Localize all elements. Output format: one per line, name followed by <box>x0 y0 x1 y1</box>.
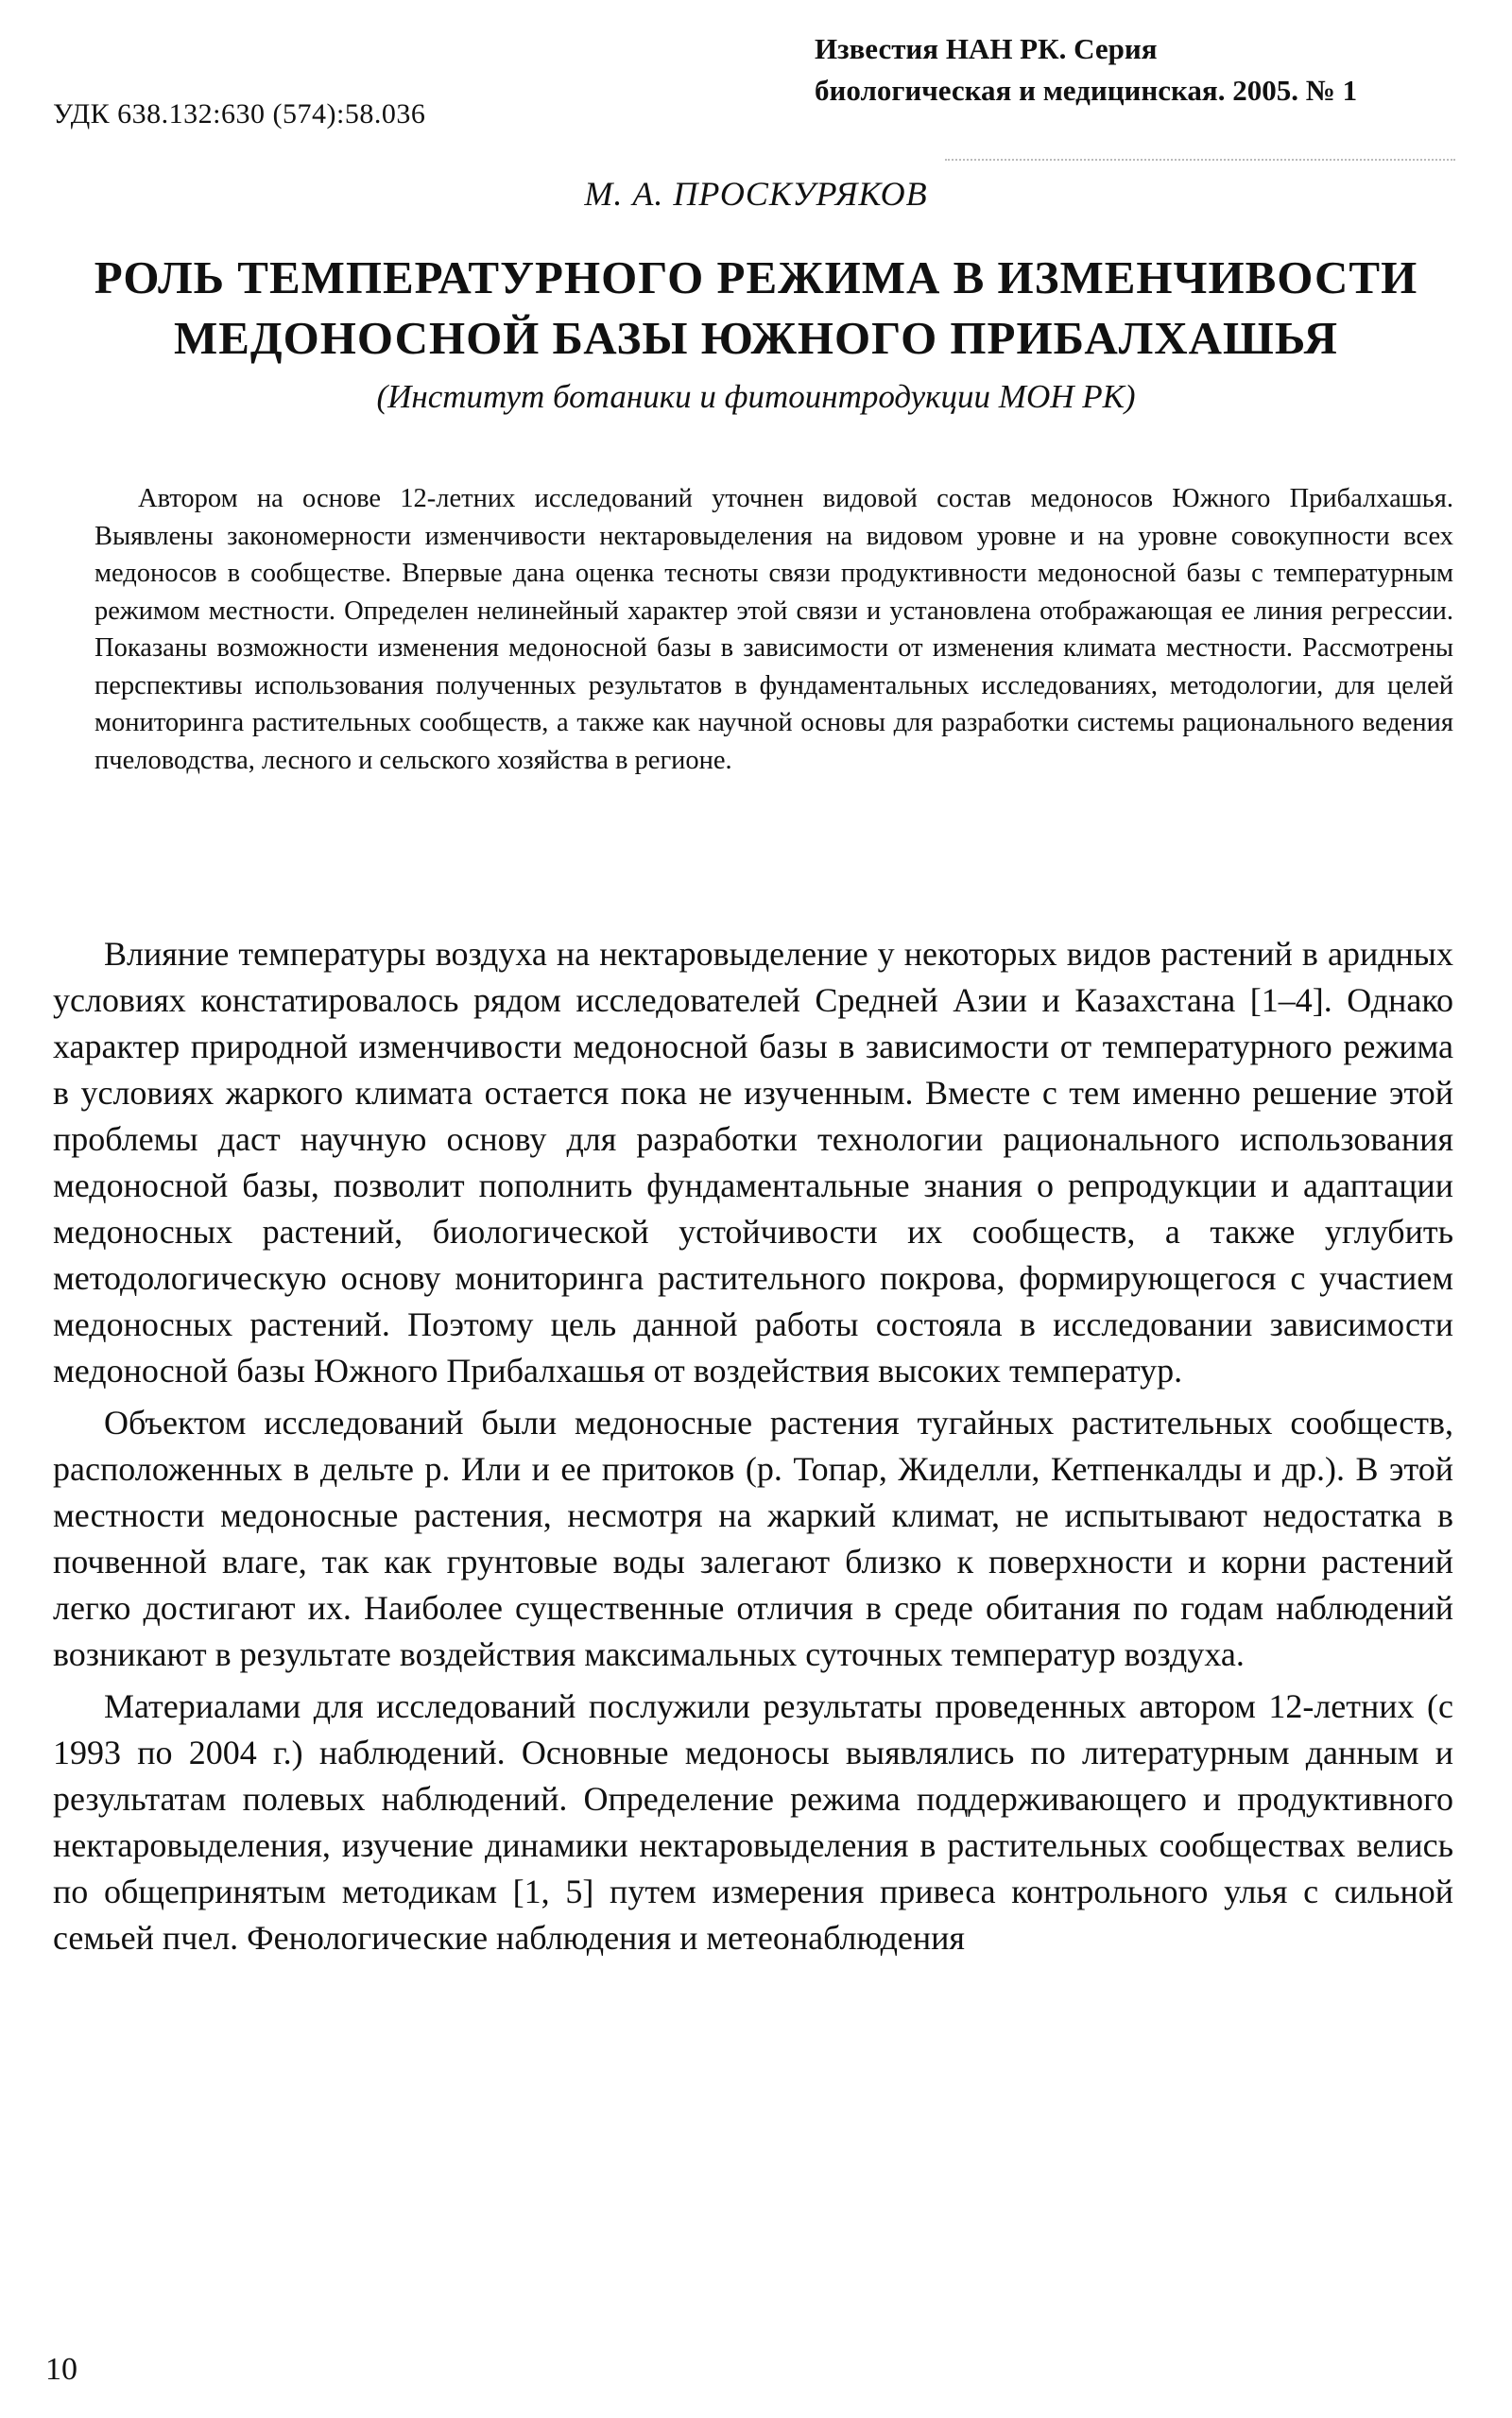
title-line-1: РОЛЬ ТЕМПЕРАТУРНОГО РЕЖИМА В ИЗМЕНЧИВОСТИ <box>94 251 1418 303</box>
body-paragraph: Объектом исследований были медоносные растения тугайных растительных сообществ, расположенных в дельте р. Или и ее притоков (р. Топар, Жиделли, Кетпенкалды и др.). В этой местности медоносные растения, несмотря на жаркий климат, не испытывают недостатка в почвенной влаге, так как грунтовые воды залегают близко к поверхности и корни растений легко достигают их. Наиболее существенные отличия в среде обитания по годам наблюдений возникают в результате воздействия максимальных суточных температур воздуха. <box>53 1404 1453 1673</box>
article-affiliation: (Институт ботаники и фитоинтродукции МОН РК) <box>376 378 1136 415</box>
body-paragraph: Материалами для исследований послужили результаты проведенных автором 12-летних (с 1993 по 2004 г.) наблюдений. Основные медоносы выявлялись по литературным данным и результатам полевых наблюдений. Определение режима поддерживающего и продуктивного нектаровыделения, изучение динамики нектаровыделения в растительных сообществах велись по общепринятым методикам [1, 5] путем измерения привеса контрольного улья с сильной семьей пчел. Фенологические наблюдения и метеонаблюдения <box>53 1687 1453 1957</box>
article-abstract <box>94 480 1453 779</box>
abstract-text: Автором на основе 12-летних исследований уточнен видовой состав медоносов Южного Прибалхашья. Выявлены закономерности изменчивости нектаровыделения на видовом уровне и на уровне совокупности всех медоносов в сообществе. Впервые дана оценка тесноты связи продуктивности медоносной базы с температурным режимом местности. Определен нелинейный характер этой связи и установлена отображающая ее линия регрессии. Показаны возможности изменения медоносной базы в зависимости от изменения климата местности. Рассмотрены перспективы использования полученных результатов в фундаментальных исследованиях, методологии, для целей мониторинга растительных сообществ, а также как научной основы для разработки системы рационального ведения пчеловодства, лесного и сельского хозяйства в регионе. <box>94 484 1453 775</box>
journal-header <box>815 28 1476 112</box>
header-divider <box>945 159 1455 161</box>
article-body <box>53 931 1453 1967</box>
page-number: 10 <box>45 2352 77 2387</box>
udk-code: УДК 638.132:630 (574):58.036 <box>53 98 426 130</box>
article-title <box>76 248 1436 369</box>
journal-line-1: Известия НАН РК. Серия <box>815 32 1158 65</box>
title-line-2: МЕДОНОСНОЙ БАЗЫ ЮЖНОГО ПРИБАЛХАШЬЯ <box>173 312 1338 364</box>
journal-line-2: биологическая и медицинская. 2005. № 1 <box>815 74 1358 107</box>
body-paragraph: Влияние температуры воздуха на нектаровыделение у некоторых видов растений в аридных условиях констатировалось рядом исследователей Средней Азии и Казахстана [1–4]. Однако характер природной изменчивости медоносной базы в зависимости от температурного режима в условиях жаркого климата остается пока не изученным. Вместе с тем именно решение этой проблемы даст научную основу для разработки технологии рационального использования медоносной базы, позволит пополнить фундаментальные знания о репродукции и адаптации медоносных растений, биологической устойчивости их сообществ, а также углубить методологическую основу мониторинга растительного покрова, формирующегося с участием медоносных растений. Поэтому цель данной работы состояла в исследовании зависимости медоносной базы Южного Прибалхашья от воздействия высоких температур. <box>53 935 1453 1390</box>
article-author: М. А. ПРОСКУРЯКОВ <box>584 175 928 213</box>
